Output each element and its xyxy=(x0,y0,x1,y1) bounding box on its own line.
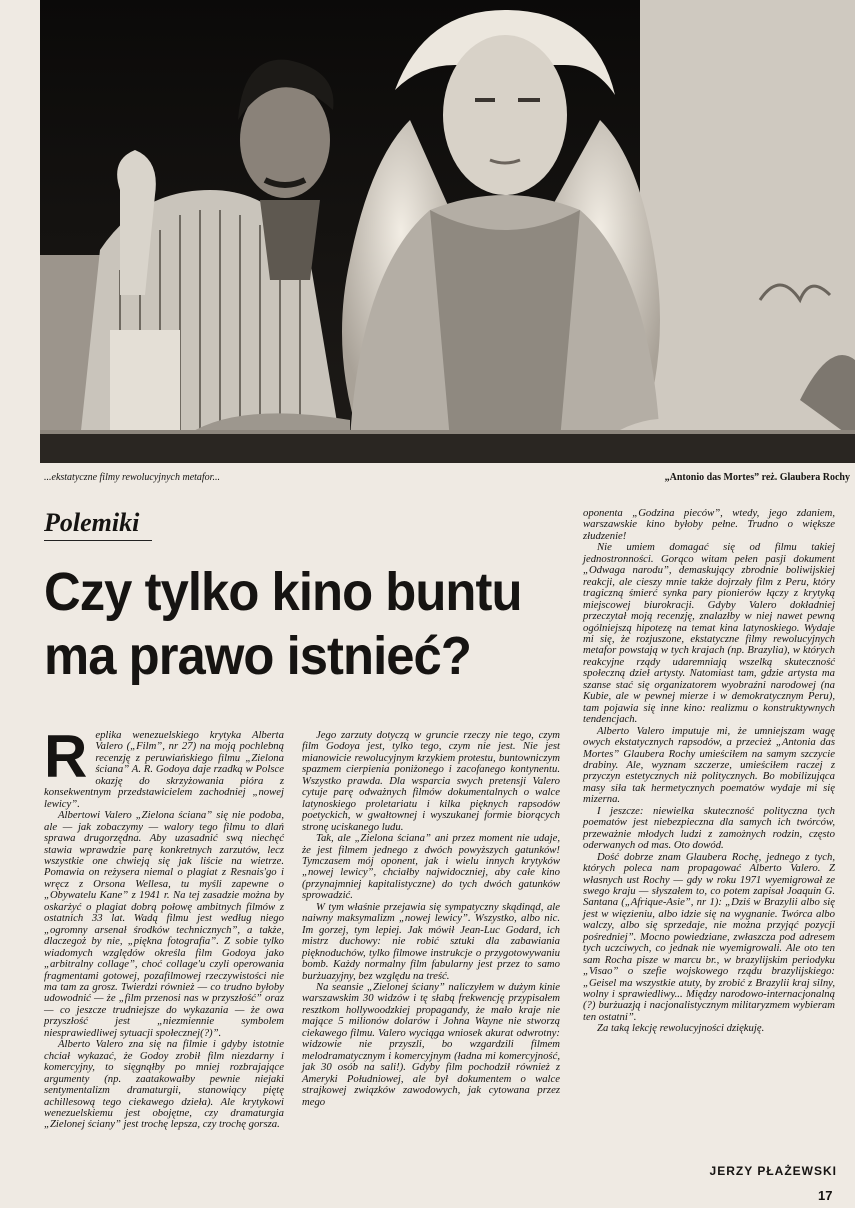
paragraph: Nie umiem domagać się od filmu takiej jednostronności. Gorąco witam pełen pasji dokument „Odwaga narodu”, demaskujący zbrodnie boliwijskiej reakcji, ale cieszy mnie także dojrzały film z Peru, który tragiczną śmierć synka pary pionierów łączy z krytyką miejscowej biurokracji. Gdyby Valero dokładniej przeczytał moją recenzję, znalazłby w niej nawet pewną ogólniejszą hipotezę na temat kina latynoskiego. Wydaje mi się, że rozjuszone, ekstatyczne filmy rewolucyjnych metafor powstają w tych krajach (np. Brazylia), w których reakcyjne rządy udaremniają wszelką skuteczność społeczną dzieł artysty. Natomiast tam, gdzie artysta ma szanse stać się organizatorem wyobraźni narodowej (na Kubie, ale w pewnej mierze i w demokratycznym Peru), tam pojawia się inne kino: realizmu o konstruktywnych tendencjach. xyxy=(583,541,835,726)
photo-caption-right: „Antonio das Mortes” reż. Glaubera Rochy xyxy=(664,472,850,483)
paragraph: Alberto Valero imputuje mi, że umniejszam wagę owych ekstatycznych rapsodów, a przecież „Antonia das Mortes” Glaubera Rochy umieściłem na samym szczycie drabiny. Ale, wyznam szczerze, umieściłem raczej z przyczyn estetycznych niż politycznych. Bo mobilizująca masy siła tak hermetycznych poematów wydaje mi się mizerna. xyxy=(583,724,835,806)
paragraph: Albertowi Valero „Zielona ściana” się nie podoba, ale — jak zobaczymy — walory tego filmu to dlań sprawa drugorzędna. Aby uzasadnić swą niechęć stawia wprawdzie parę konkretnych zarzutów, lecz wszystkie one chwieją się jak liście na wietrze. Pomawia on reżysera niemal o plagiat z Resnais'go i wręcz z Orsona Wellesa, tu myśli zapewne o „Obywatelu Kane” z 1941 r. Na tej zasadzie można by oskarżyć o plagiat dobrą połowę ambitnych filmów z ostatnich 33 lat. Wadą filmu jest według niego „ogromny arsenał środków technicznych”, a także, dlaczegoż by nie, „piękna fotografia”. Z sobie tylko wiadomych względów określa film Godoya jako „arbitralny collage”, choć collage'u czyli operowania fragmentami gotowej, pozafilmowej rzeczywistości nie ma tam za grosz. Twierdzi również — co trudno byłoby udowodnić — że „film przenosi nas w przyszłość” oraz — co jeszcze trudniejsze do wykazania — że owa przyszłość jest „niezmiennie symbolem niesprawiedliwej sytuacji społecznej(?)”. xyxy=(44,809,284,1039)
paragraph: oponenta „Godzina pieców”, wtedy, jego zdaniem, warszawskie kino byłoby pełne. Trudno o większe złudzenie! xyxy=(583,507,835,542)
article-column-1 xyxy=(44,723,284,1170)
author-byline: JERZY PŁAŻEWSKI xyxy=(709,1164,837,1178)
paragraph: Za taką lekcję rewolucyjności dziękuję. xyxy=(597,1022,765,1035)
film-still-image xyxy=(40,0,855,463)
paragraph: I jeszcze: niewielka skuteczność polityczna tych poematów jest niebezpieczna dla samych ich twórców, przeważnie młodych ludzi z zamożnych rodzin, często oderwanych od mas. Oto dowód. xyxy=(583,804,835,852)
paragraph: Dość dobrze znam Glaubera Rochę, jednego z tych, których poleca nam propagować Alberto Valero. Z własnych ust Rochy — gdy w roku 1971 wyemigrował ze swego kraju — słyszałem to, co potem zapisał Joaquin G. Santana („Afrique-Asie”, nr 1): „Dziś w Brazylii albo się jest w więzieniu, albo idzie się na wygnanie. Twórca albo walczy, albo się sprzedaje, nie można przyjąć pozycji pośredniej”. Mocno powiedziane, zwłaszcza pod adresem tych uczciwych, co jednak nie wyemigrowali. Ale oto ten sam Rocha pisze w marcu br., w brazylijskim periodyku „Visao” o szefie wojskowego rządu brazylijskiego: „Geisel ma wszystkie atuty, by zrobić z Brazylii kraj silny, wolny i sprawiedliwy... Między narodowo-internacjonalną (?) burżuazją i nacjonalistycznym militaryzmem wybieram ten ostatni”. xyxy=(583,850,835,1023)
paragraph: Jego zarzuty dotyczą w gruncie rzeczy nie tego, czym film Godoya jest, tylko tego, czym nie jest. Nie jest mianowicie rewolucyjnym krzykiem protestu, buntowniczym spazmem cierpienia poniżonego i zacofanego kontynentu. Wszystko prawda. Dla wsparcia swych pretensji Valero cytuje parę odważnych filmów dokumentalnych o walce latynoskiego proletariatu i kilka pięknych rapsodów poetyckich, w gwałtownej i wyszukanej formie biorących stronę uciskanego ludu. xyxy=(302,729,560,833)
paragraph: W tym właśnie przejawia się sympatyczny skądinąd, ale naiwny maksymalizm „nowej lewicy”. Wszystko, albo nic. Im gorzej, tym lepiej. Jak mówił Jean-Luc Godard, ich mistrz duchowy: nie robić sztuki dla zabawiania pięknoduchów, tylko filmowe instrukcje o przygotowywaniu bomb. Każdy normalny film fabularny jest przez to samo burżuazyjny, bez względu na treść. xyxy=(302,900,560,982)
paragraph-text: eplika wenezuelskiego krytyka Alberta Valero („Film”, nr 27) na moją pochlebną recenzję z peruwiańskiego filmu „Zielona ściana” A. R. Godoya daje rzadką w Polsce okazję do skrzyżowania pióra z konsekwentnym przedstawicielem zachodniej „nowej lewicy”. xyxy=(44,729,284,810)
article-headline: Czy tylko kino buntu ma prawo istnieć? xyxy=(44,562,522,686)
page-number: 17 xyxy=(818,1188,833,1203)
paragraph: Tak, ale „Zielona ściana” ani przez moment nie udaje, że jest filmem jednego z dwóch powyższych gatunków! Tymczasem mój oponent, jak i wielu innych krytyków „nowej lewicy”, chciałby najwidoczniej, aby całe kino (przynajmniej kapitalistyczne) do tych dwóch gatunków sprowadzić. xyxy=(302,832,560,902)
article-column-3 xyxy=(583,508,835,1168)
drop-cap: R xyxy=(44,723,88,790)
article-column-2 xyxy=(302,730,560,1170)
rubric-underline xyxy=(44,540,152,541)
paragraph xyxy=(44,723,284,810)
film-still-photo xyxy=(40,0,855,463)
section-rubric: Polemiki xyxy=(44,508,140,537)
paragraph: Na seansie „Zielonej ściany” naliczyłem w dużym kinie warszawskim 30 widzów i tę słabą frekwencję przypisałem resztkom hollywoodzkiej propagandy, że mało kraje nie mające 5 milionów dolarów i Johna Wayne nie stworzą ciekawego filmu. Valero wyciąga wniosek akurat odwrotny: widzowie nie przyszli, bo wzgardzili filmem melodramatycznym i komercyjnym (ładna mi komercyjność, jak 30 osób na sali!). Gdyby film pochodził również z Ameryki Południowej, ale był dokumentem o walce strajkowej związków zawodowych, jak cytowana przez mego xyxy=(302,980,560,1108)
paragraph: Alberto Valero zna się na filmie i gdyby istotnie chciał wykazać, że Godoy zrobił film niezdarny i komercyjny, to sięgnąłby po mniej rozbrajające argumenty (np. zaatakowałby pewnie niejaki sentymentalizm dramaturgii, stanowiący piętę achillesową tego ciekawego dzieła). Ale krytykowi wenezuelskiemu jest obojętne, czy dramaturgia „Zielonej ściany” jest trochę lepsza, czy trochę gorsza. xyxy=(44,1038,284,1131)
photo-caption-left: ...ekstatyczne filmy rewolucyjnych metafor... xyxy=(44,472,220,483)
